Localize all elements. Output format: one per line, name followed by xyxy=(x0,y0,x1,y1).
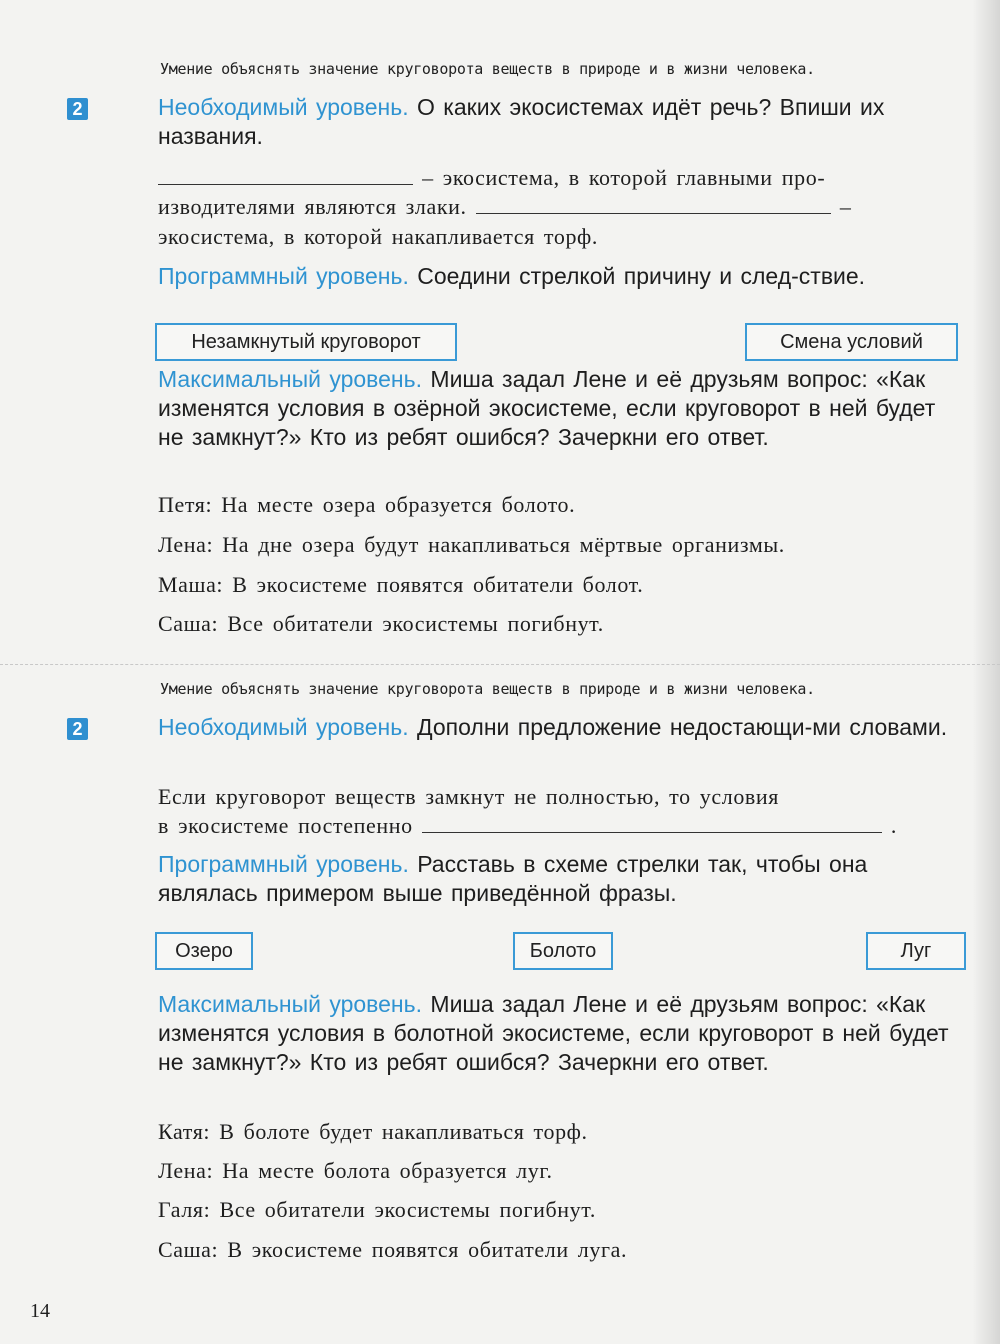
program-level-label: Программный уровень. xyxy=(158,851,409,877)
skill-caption-2: Умение объяснять значение круговорота веществ в природе и в жизни человека. xyxy=(160,680,815,698)
program-level-text: Соедини стрелкой причину и след-ствие. xyxy=(408,263,866,289)
answer-option[interactable]: Галя: Все обитатели экосистемы погибнут. xyxy=(158,1197,596,1222)
fill-text-3-end: . xyxy=(890,813,897,838)
answer-option[interactable]: Петя: На месте озера образуется болото. xyxy=(158,492,576,517)
page-edge-shadow xyxy=(972,0,1000,1344)
max-level-label: Максимальный уровень. xyxy=(158,991,423,1017)
necessary-level-label: Необходимый уровень. xyxy=(158,94,409,120)
task2-max-prompt xyxy=(158,990,964,1077)
task1-necessary-prompt xyxy=(158,93,964,151)
task2-necessary-prompt xyxy=(158,713,964,742)
task2-fill-line-2 xyxy=(158,811,964,841)
skill-caption-1: Умение объяснять значение круговорота веществ в природе и в жизни человека. xyxy=(160,60,815,78)
task-number-badge-2: 2 xyxy=(67,718,88,740)
task2-fill-line-1: Если круговорот веществ замкнут не полностью, то условия xyxy=(158,784,780,809)
task1-max-prompt xyxy=(158,365,964,452)
answer-option[interactable]: Лена: На месте болота образуется луг. xyxy=(158,1158,553,1183)
max-level-text: Миша задал Лене и её друзьям вопрос: «Как изменятся условия в болотной экосистеме, если круговорот в ней будет не замкнут?» Кто из ребят ошибся? Зачеркни его ответ. xyxy=(158,991,949,1075)
necessary-level-label: Необходимый уровень. xyxy=(158,714,409,740)
max-level-text: Миша задал Лене и её друзьям вопрос: «Как изменятся условия в озёрной экосистеме, если круговорот в ней будет не замкнут?» Кто из ребят ошибся? Зачеркни его ответ. xyxy=(158,366,936,450)
program-level-label: Программный уровень. xyxy=(158,263,409,289)
page-number: 14 xyxy=(30,1300,50,1322)
scheme-box-meadow[interactable]: Луг xyxy=(866,932,966,970)
task1-program-prompt xyxy=(158,262,964,291)
fill-text-3: в экосистеме постепенно xyxy=(158,813,413,838)
scheme-box-lake[interactable]: Озеро xyxy=(155,932,253,970)
fill-text-1: – экосистема, в которой главными про- xyxy=(422,165,826,190)
task-number-badge-1: 2 xyxy=(67,98,88,120)
task2-program-prompt xyxy=(158,850,964,908)
answer-option[interactable]: Саша: В экосистеме появятся обитатели луга. xyxy=(158,1237,628,1262)
cause-box[interactable]: Незамкнутый круговорот xyxy=(155,323,457,361)
answer-blank-1[interactable] xyxy=(158,164,413,185)
cut-line-divider xyxy=(0,664,1000,665)
program-level-text: Расставь в схеме стрелки так, чтобы она являлась примером выше приведённой фразы. xyxy=(158,851,868,906)
necessary-level-text: О каких экосистемах идёт речь? Впиши их названия. xyxy=(158,94,885,149)
answer-blank-3[interactable] xyxy=(422,812,882,833)
answer-option[interactable]: Лена: На дне озера будут накапливаться мёртвые организмы. xyxy=(158,532,785,557)
max-level-label: Максимальный уровень. xyxy=(158,366,423,392)
fill-text-2-end: – xyxy=(839,194,852,219)
fill-text-2: изводителями являются злаки. xyxy=(158,194,467,219)
answer-blank-2[interactable] xyxy=(476,193,831,214)
task1-fill-line-1 xyxy=(158,163,964,193)
answer-option[interactable]: Катя: В болоте будет накапливаться торф. xyxy=(158,1119,588,1144)
task1-fill-line-3: экосистема, в которой накапливается торф. xyxy=(158,224,599,249)
scheme-box-swamp[interactable]: Болото xyxy=(513,932,613,970)
necessary-level-text: Дополни предложение недостающи-ми словами. xyxy=(408,714,948,740)
answer-option[interactable]: Саша: Все обитатели экосистемы погибнут. xyxy=(158,611,604,636)
answer-option[interactable]: Маша: В экосистеме появятся обитатели болот. xyxy=(158,572,644,597)
effect-box[interactable]: Смена условий xyxy=(745,323,958,361)
task1-fill-line-2 xyxy=(158,192,964,222)
